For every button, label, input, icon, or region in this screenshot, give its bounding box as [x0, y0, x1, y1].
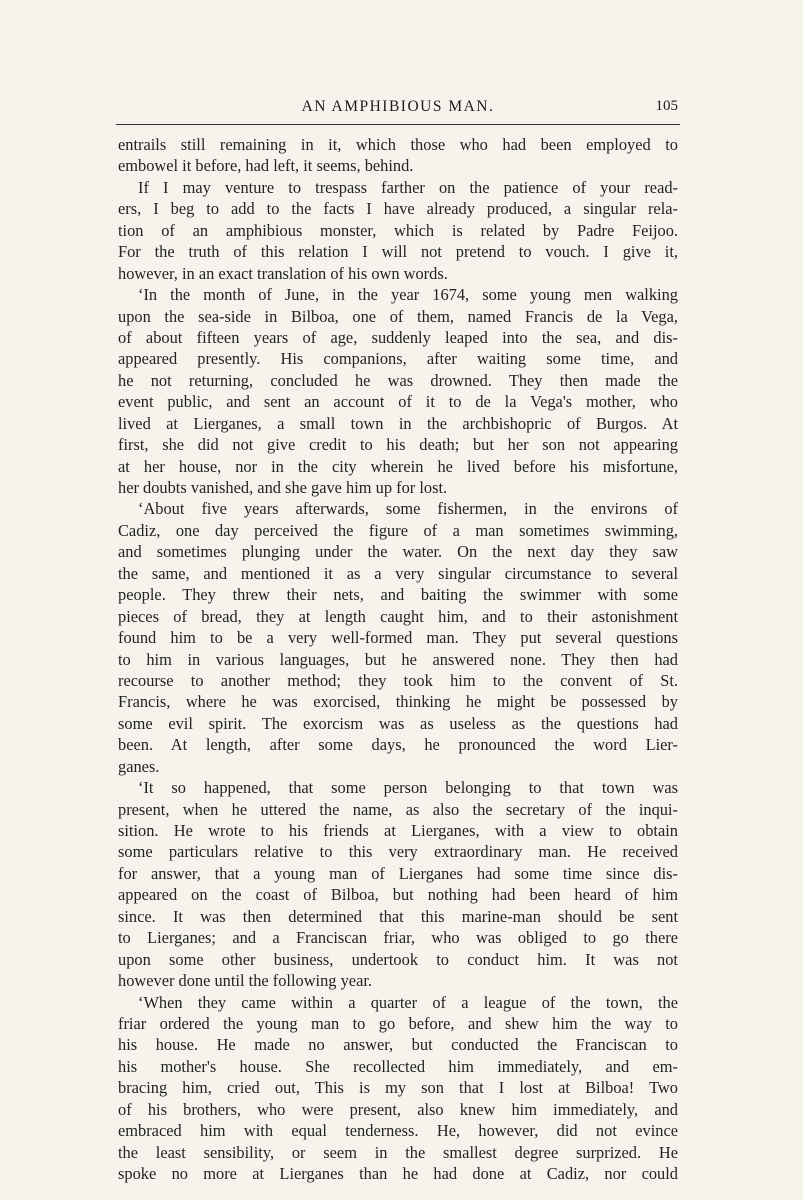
text-line: If I may venture to trespass farther on the patience of your read- — [138, 177, 678, 197]
text-line: the least sensibility, or seem in the smallest degree surprized. He — [118, 1142, 678, 1162]
text-line: entrails still remaining in it, which those who had been employed to — [118, 135, 678, 154]
text-line: embowel it before, had left, it seems, behind. — [118, 156, 414, 176]
text-line: of about fifteen years of age, suddenly leaped into the sea, and dis- — [118, 327, 678, 347]
text-line: lived at Lierganes, a small town in the archbishopric of Burgos. At — [118, 413, 678, 433]
text-line: been. At length, after some days, he pronounced the word Lier- — [118, 735, 678, 755]
text-line: her doubts vanished, and she gave him up for lost. — [118, 478, 448, 497]
text-line: however done until the following year. — [118, 971, 372, 991]
text-line: and sometimes plunging under the water. On the next day they saw — [118, 542, 678, 562]
text-line: spoke no more at Lierganes than he had done at Cadiz, nor could — [118, 1164, 678, 1183]
body-text — [118, 134, 678, 1184]
text-line: first, she did not give credit to his death; but her son not appearing — [118, 435, 678, 455]
text-line: sition. He wrote to his friends at Lierganes, with a view to obtain — [118, 821, 678, 840]
text-line: at her house, nor in the city wherein he lived before his misfortune, — [118, 456, 678, 476]
text-line: ‘When they came within a quarter of a league of the town, the — [138, 992, 678, 1012]
text-line: recourse to another method; they took him to the convent of St. — [118, 670, 678, 690]
text-line: some evil spirit. The exorcism was as useless as the questions had — [118, 713, 678, 733]
text-line: upon the sea-side in Bilboa, one of them, named Francis de la Vega, — [118, 306, 678, 326]
text-line: since. It was then determined that this marine-man should be sent — [118, 906, 678, 926]
text-line: to Lierganes; and a Franciscan friar, who was obliged to go there — [118, 928, 678, 948]
text-line: ‘In the month of June, in the year 1674, some young men walking — [138, 285, 678, 305]
text-line: he not returning, concluded he was drowned. They then made the — [118, 370, 678, 390]
text-line: ‘About five years afterwards, some fishermen, in the environs of — [138, 499, 678, 519]
text-line: ers, I beg to add to the facts I have already produced, a singular rela- — [118, 199, 678, 219]
text-line: for answer, that a young man of Lierganes had some time since dis- — [118, 863, 678, 883]
text-line: present, when he uttered the name, as also the secretary of the inqui- — [118, 799, 678, 819]
text-line: bracing him, cried out, This is my son that I lost at Bilboa! Two — [118, 1078, 678, 1098]
text-line: Cadiz, one day perceived the figure of a man sometimes swimming, — [118, 520, 678, 540]
text-line: event public, and sent an account of it to de la Vega's mother, who — [118, 392, 678, 412]
text-line: found him to be a very well-formed man. They put several questions — [118, 628, 678, 648]
text-line: to him in various languages, but he answered none. They then had — [118, 649, 678, 669]
text-line: people. They threw their nets, and baiting the swimmer with some — [118, 585, 678, 605]
text-line: appeared presently. His companions, after waiting some time, and — [118, 349, 678, 369]
text-line: of his brothers, who were present, also knew him immediately, and — [118, 1099, 678, 1119]
text-line: ‘It so happened, that some person belonging to that town was — [138, 778, 678, 798]
text-line: some particulars relative to this very extraordinary man. He received — [118, 842, 678, 862]
running-head-title: AN AMPHIBIOUS MAN. — [301, 98, 495, 115]
text-line: appeared on the coast of Bilboa, but nothing had been heard of him — [118, 885, 678, 905]
text-line: For the truth of this relation I will not pretend to vouch. I give it, — [118, 242, 678, 262]
text-line: pieces of bread, they at length caught him, and to their astonishment — [118, 606, 678, 626]
text-line: ganes. — [118, 756, 160, 776]
text-line: the same, and mentioned it as a very singular circumstance to several — [118, 563, 678, 583]
text-line: embraced him with equal tenderness. He, however, did not evince — [118, 1121, 678, 1141]
text-line: friar ordered the young man to go before, and shew him the way to — [118, 1013, 678, 1033]
text-line: tion of an amphibious monster, which is related by Padre Feijoo. — [118, 220, 678, 240]
text-line: however, in an exact translation of his own words. — [118, 263, 448, 283]
page-number: 105 — [655, 98, 678, 114]
header-rule — [116, 124, 680, 125]
text-line: his mother's house. She recollected him immediately, and em- — [118, 1056, 678, 1076]
text-line: Francis, where he was exorcised, thinking he might be possessed by — [118, 692, 678, 712]
text-line: upon some other business, undertook to conduct him. It was not — [118, 949, 678, 969]
text-line: his house. He made no answer, but conducted the Franciscan to — [118, 1035, 678, 1055]
